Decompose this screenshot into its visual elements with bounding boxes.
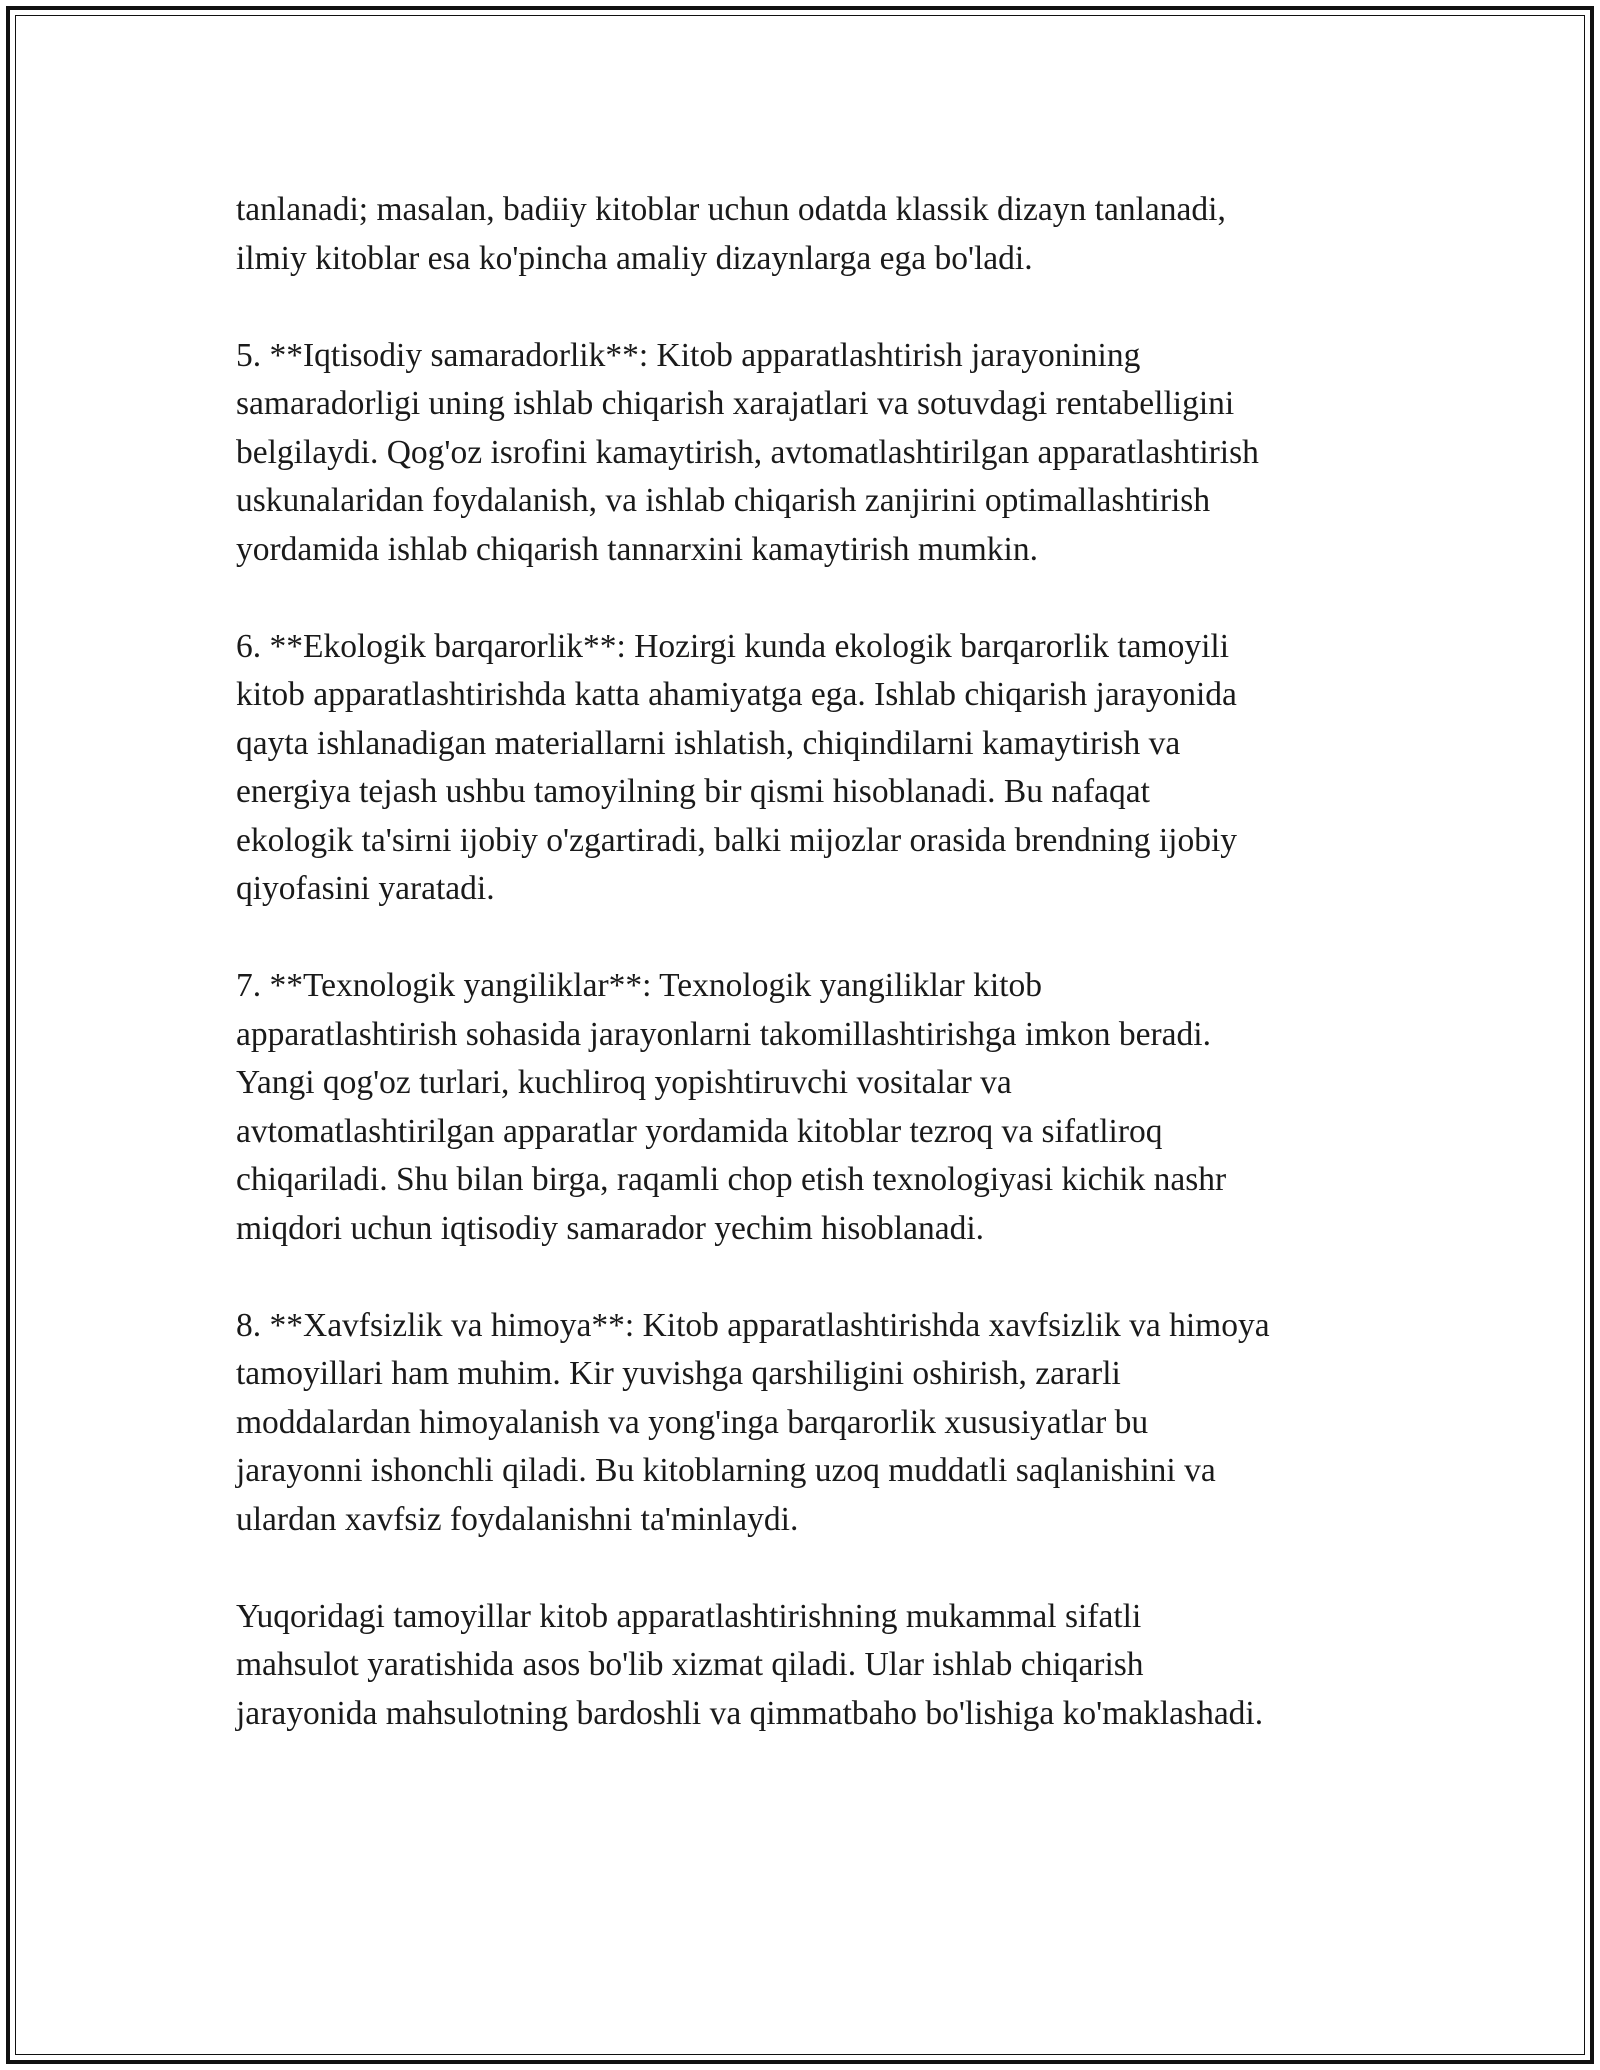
paragraph-item-8: 8. **Xavfsizlik va himoya**: Kitob apparatlashtirishda xavfsizlik va himoya tamoyillari ham muhim. Kir yuvishga qarshiligini oshirish, zararli moddalardan himoyalanish va yong'inga barqarorlik xususiyatlar bu jarayonni ishonchli qiladi. Bu kitoblarning uzoq muddatli saqlanishini va ulardan xavfsiz foydalanishni ta'minlaydi. bbox=[236, 1306, 1270, 1538]
paragraph-item-5: 5. **Iqtisodiy samaradorlik**: Kitob apparatlashtirish jarayonining samaradorligi uning ishlab chiqarish xarajatlari va sotuvdagi rentabelligini belgilaydi. Qog'oz isrofini kamaytirish, avtomatlashtirilgan apparatlashtirish uskunalaridan foydalanish, va ishlab chiqarish zanjirini optimallashtirish yordamida ishlab chiqarish tannarxini kamaytirish mumkin. bbox=[236, 336, 1259, 568]
document-body bbox=[236, 186, 1386, 1738]
paragraph-continuation: tanlanadi; masalan, badiiy kitoblar uchun odatda klassik dizayn tanlanadi, ilmiy kitoblar esa ko'pincha amaliy dizaynlarga ega bo'ladi. bbox=[236, 191, 1226, 277]
paragraph-item-6: 6. **Ekologik barqarorlik**: Hozirgi kunda ekologik barqarorlik tamoyili kitob apparatlashtirishda katta ahamiyatga ega. Ishlab chiqarish jarayonida qayta ishlanadigan materiallarni ishlatish, chiqindilarni kamaytirish va energiya tejash ushbu tamoyilning bir qismi hisoblanadi. Bu nafaqat ekologik ta'sirni ijobiy o'zgartiradi, balki mijozlar orasida brendning ijobiy qiyofasini yaratadi. bbox=[236, 627, 1238, 907]
paragraph-item-7: 7. **Texnologik yangiliklar**: Texnologik yangiliklar kitob apparatlashtirish sohasida jarayonlarni takomillashtirishga imkon beradi. Yangi qog'oz turlari, kuchliroq yopishtiruvchi vositalar va avtomatlashtirilgan apparatlar yordamida kitoblar tezroq va sifatliroq chiqariladi. Shu bilan birga, raqamli chop etish texnologiyasi kichik nashr miqdori uchun iqtisodiy samarador yechim hisoblanadi. bbox=[236, 967, 1227, 1247]
paragraph-conclusion: Yuqoridagi tamoyillar kitob apparatlashtirishning mukammal sifatli mahsulot yaratishida asos bo'lib xizmat qiladi. Ular ishlab chiqarish jarayonida mahsulotning bardoshli va qimmatbaho bo'lishiga ko'maklashadi. bbox=[236, 1597, 1264, 1732]
